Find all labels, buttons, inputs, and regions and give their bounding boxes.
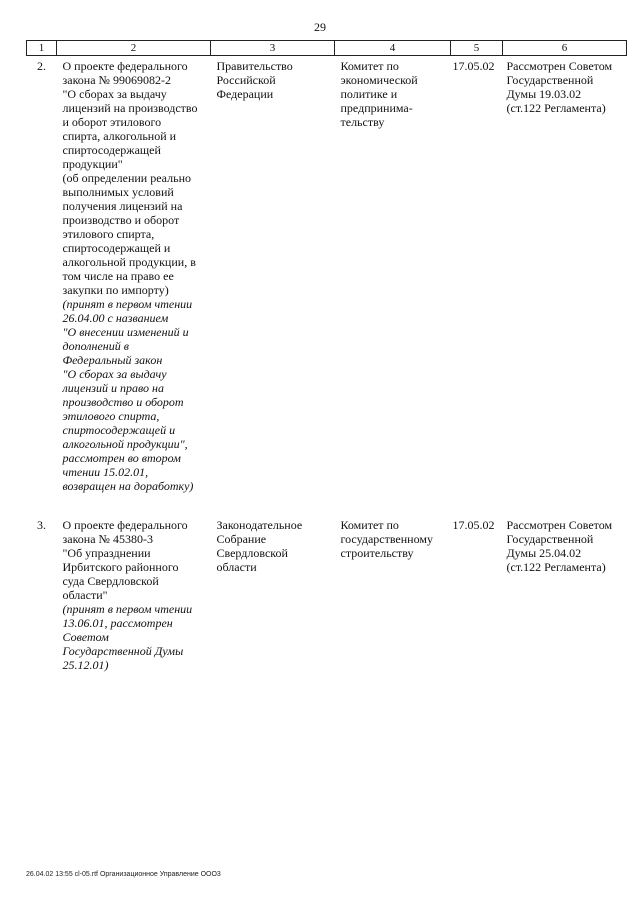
bill-author-line: области	[216, 560, 257, 574]
column-header: 2	[57, 41, 211, 56]
column-header: 1	[27, 41, 57, 56]
bill-title-line: лицензий на производство	[62, 101, 198, 115]
responsible-committee-line: предпринима-	[340, 101, 413, 115]
bill-author-line: Российской	[216, 73, 276, 87]
bill-title-line: "О сборах за выдачу	[62, 367, 167, 381]
responsible-committee-line: Комитет по	[340, 59, 399, 73]
bill-title-line: суда Свердловской	[62, 574, 159, 588]
table-header	[27, 41, 627, 56]
bill-title-line: продукции"	[62, 157, 123, 171]
bill-title-line: закупки по импорту)	[62, 283, 169, 297]
responsible-committee-line: строительству	[340, 546, 414, 560]
responsible-committee-line: политике и	[340, 87, 398, 101]
table-row	[27, 515, 627, 672]
bill-title-line: лицензий и право на	[62, 381, 164, 395]
bill-title-line: (принят в первом чтении	[62, 602, 193, 616]
bill-date: 17.05.02	[452, 518, 495, 532]
bill-title-line: спиртосодержащей и	[62, 241, 171, 255]
bill-author-line: Собрание	[216, 532, 267, 546]
column-header: 5	[451, 41, 503, 56]
footer-note: 26.04.02 13:55 cl-05.rtf Организационное Управление ООО3	[26, 871, 221, 878]
bill-author-line: Федерации	[216, 87, 274, 101]
bill-status-line: Думы 19.03.02	[506, 87, 582, 101]
bill-title-line: 25.12.01)	[62, 658, 109, 672]
bill-title	[57, 515, 211, 672]
bill-title-line: "О сборах за выдачу	[62, 87, 167, 101]
bill-title-line: "Об упразднении	[62, 546, 151, 560]
bill-date: 17.05.02	[452, 59, 495, 73]
bill-title-line: алкогольной продукции, в	[62, 255, 196, 269]
bill-title-line: О проекте федерального	[62, 518, 188, 532]
bill-title-line: и оборот этилового	[62, 115, 162, 129]
bill-status-line: Рассмотрен Советом	[506, 59, 613, 73]
bill-status	[503, 515, 627, 672]
bill-title-line: (принят в первом чтении	[62, 297, 193, 311]
column-header: 6	[503, 41, 627, 56]
row-spacer-cell	[27, 493, 627, 515]
bill-title-line: спиртосодержащей и	[62, 423, 176, 437]
bill-title-line: Государственной Думы	[62, 644, 184, 658]
bill-title-line: области"	[62, 588, 108, 602]
bill-title-line: дополнений в	[62, 339, 129, 353]
bill-status-line: (ст.122 Регламента)	[506, 101, 606, 115]
column-header: 3	[211, 41, 335, 56]
bill-title-line: спиртосодержащей	[62, 143, 161, 157]
bill-title-line: Федеральный закон	[62, 353, 163, 367]
bill-title-line: Советом	[62, 630, 109, 644]
bill-title-line: чтении 15.02.01,	[62, 465, 149, 479]
bill-author-line: Законодательное	[216, 518, 303, 532]
bill-status-line: Рассмотрен Советом	[506, 518, 613, 532]
bill-title-line: Ирбитского районного	[62, 560, 179, 574]
bill-title-line: 26.04.00 с названием	[62, 311, 169, 325]
bill-title-line: выполнимых условий	[62, 185, 174, 199]
bill-status-line: Думы 25.04.02	[506, 546, 582, 560]
bill-status	[503, 56, 627, 494]
responsible-committee-line: тельству	[340, 115, 385, 129]
bill-title-line: этилового спирта,	[62, 409, 160, 423]
bill-status-line: (ст.122 Регламента)	[506, 560, 606, 574]
responsible-committee-line: Комитет по	[340, 518, 399, 532]
row-number: 2.	[37, 59, 46, 73]
bill-title-line: закона № 99069082-2	[62, 73, 171, 87]
bill-title-line: (об определении реально	[62, 171, 191, 185]
row-spacer	[27, 493, 627, 515]
bill-author-line: Свердловской	[216, 546, 288, 560]
bill-title-line: закона № 45380-3	[62, 532, 153, 546]
bill-title	[57, 56, 211, 494]
bill-author	[211, 56, 335, 494]
responsible-committee-line: государственному	[340, 532, 433, 546]
bill-title-line: 13.06.01, рассмотрен	[62, 616, 173, 630]
column-header: 4	[335, 41, 451, 56]
bill-title-line: этилового спирта,	[62, 227, 155, 241]
bill-author-line: Правительство	[216, 59, 293, 73]
bill-title-line: получения лицензий на	[62, 199, 183, 213]
bill-title-line: производство и оборот	[62, 213, 180, 227]
bill-title-line: О проекте федерального	[62, 59, 188, 73]
bill-title-line: спирта, алкогольной и	[62, 129, 177, 143]
responsible-committee	[335, 56, 451, 494]
bill-author	[211, 515, 335, 672]
bill-title-line: возвращен на доработку)	[62, 479, 194, 493]
responsible-committee-line: экономической	[340, 73, 418, 87]
bill-title-line: производство и оборот	[62, 395, 184, 409]
table-body	[27, 56, 627, 673]
bill-title-line: рассмотрен во втором	[62, 451, 181, 465]
responsible-committee	[335, 515, 451, 672]
page-number: 29	[314, 20, 326, 34]
bills-table	[26, 40, 627, 672]
bill-status-line: Государственной	[506, 73, 594, 87]
bill-status-line: Государственной	[506, 532, 594, 546]
table-row	[27, 56, 627, 494]
bill-title-line: алкогольной продукции",	[62, 437, 188, 451]
bill-title-line: том числе на право ее	[62, 269, 174, 283]
row-number: 3.	[37, 518, 46, 532]
bill-title-line: "О внесении изменений и	[62, 325, 189, 339]
